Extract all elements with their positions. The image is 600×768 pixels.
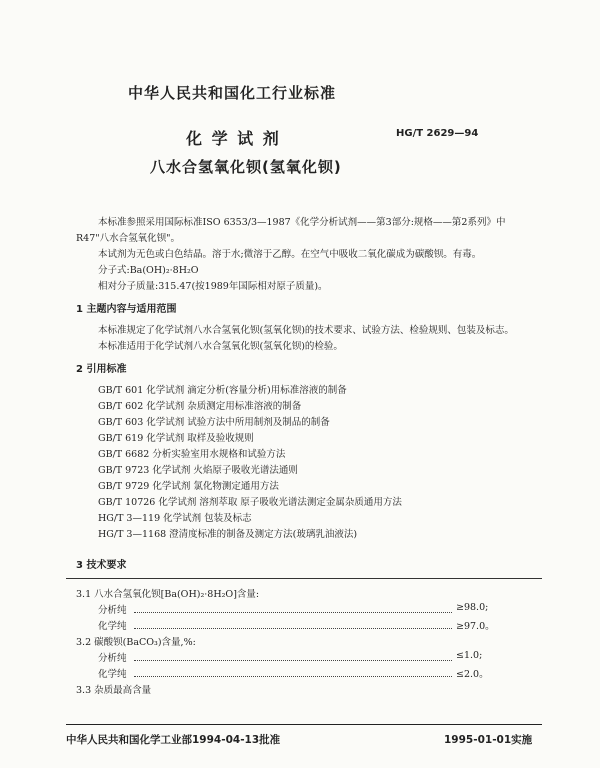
intro-line2: R47"八水合氢氧化钡"。 bbox=[76, 233, 180, 244]
intro-mass: 相对分子质量:315.47(按1989年国际相对原子质量)。 bbox=[98, 281, 328, 292]
section1-p1: 本标准规定了化学试剂八水合氢氧化钡(氢氧化钡)的技术要求、试验方法、检验规则、包装及标志。 bbox=[98, 325, 514, 336]
intro-formula: 分子式:Ba(OH)₂·8H₂O bbox=[98, 265, 199, 276]
footer-rule bbox=[66, 724, 542, 725]
item-3-3: 3.3 杂质最高含量 bbox=[76, 685, 152, 696]
grade-value: ≥97.0。 bbox=[456, 621, 495, 632]
grade-label: 化学纯 bbox=[98, 669, 127, 680]
section3-heading: 3 技术要求 bbox=[76, 560, 127, 571]
standard-code: HG/T 2629—94 bbox=[396, 128, 479, 139]
ref-item: HG/T 3—1168 澄清度标准的制备及测定方法(玻璃乳油液法) bbox=[98, 529, 358, 540]
section1-heading: 1 主题内容与适用范围 bbox=[76, 304, 177, 315]
ref-item: HG/T 3—119 化学试剂 包装及标志 bbox=[98, 513, 252, 524]
effective-date: 1995-01-01实施 bbox=[444, 734, 533, 746]
ref-item: GB/T 10726 化学试剂 溶剂萃取 原子吸收光谱法测定金属杂质通用方法 bbox=[98, 497, 402, 508]
section2-heading: 2 引用标准 bbox=[76, 364, 127, 375]
dot-leader bbox=[134, 628, 452, 629]
product-name: 八水合氢氧化钡(氢氧化钡) bbox=[150, 158, 342, 176]
intro-desc: 本试剂为无色或白色结晶。溶于水;微溶于乙醇。在空气中吸收二氧化碳成为碳酸钡。有毒。 bbox=[98, 249, 482, 260]
ref-item: GB/T 619 化学试剂 取样及验收规则 bbox=[98, 433, 254, 444]
section-divider bbox=[66, 578, 542, 579]
grade-label: 分析纯 bbox=[98, 605, 127, 616]
grade-label: 化学纯 bbox=[98, 621, 127, 632]
ref-item: GB/T 602 化学试剂 杂质测定用标准溶液的制备 bbox=[98, 401, 302, 412]
ref-item: GB/T 601 化学试剂 滴定分析(容量分析)用标准溶液的制备 bbox=[98, 385, 347, 396]
top-title: 中华人民共和国化工行业标准 bbox=[128, 84, 337, 102]
grade-value: ≥98.0; bbox=[456, 602, 489, 613]
dot-leader bbox=[134, 660, 452, 661]
dot-leader bbox=[134, 676, 452, 677]
grade-value: ≤2.0。 bbox=[456, 669, 489, 680]
intro-line1: 本标准参照采用国际标准ISO 6353/3—1987《化学分析试剂——第3部分:规格——第2系列》中 bbox=[98, 217, 506, 228]
item-3-2: 3.2 碳酸钡(BaCO₃)含量,%: bbox=[76, 637, 196, 648]
ref-item: GB/T 603 化学试剂 试验方法中所用制剂及制品的制备 bbox=[98, 417, 330, 428]
grade-label: 分析纯 bbox=[98, 653, 127, 664]
ref-item: GB/T 9723 化学试剂 火焰原子吸收光谱法通则 bbox=[98, 465, 298, 476]
grade-value: ≤1.0; bbox=[456, 650, 483, 661]
approval-text: 中华人民共和国化学工业部1994-04-13批准 bbox=[66, 734, 281, 746]
ref-item: GB/T 9729 化学试剂 氯化物测定通用方法 bbox=[98, 481, 279, 492]
item-3-1: 3.1 八水合氢氧化钡[Ba(OH)₂·8H₂O]含量: bbox=[76, 589, 260, 600]
ref-item: GB/T 6682 分析实验室用水规格和试验方法 bbox=[98, 449, 286, 460]
dot-leader bbox=[134, 612, 452, 613]
category-title: 化 学 试 剂 bbox=[186, 129, 281, 148]
section1-p2: 本标准适用于化学试剂八水合氢氧化钡(氢氧化钡)的检验。 bbox=[98, 341, 343, 352]
